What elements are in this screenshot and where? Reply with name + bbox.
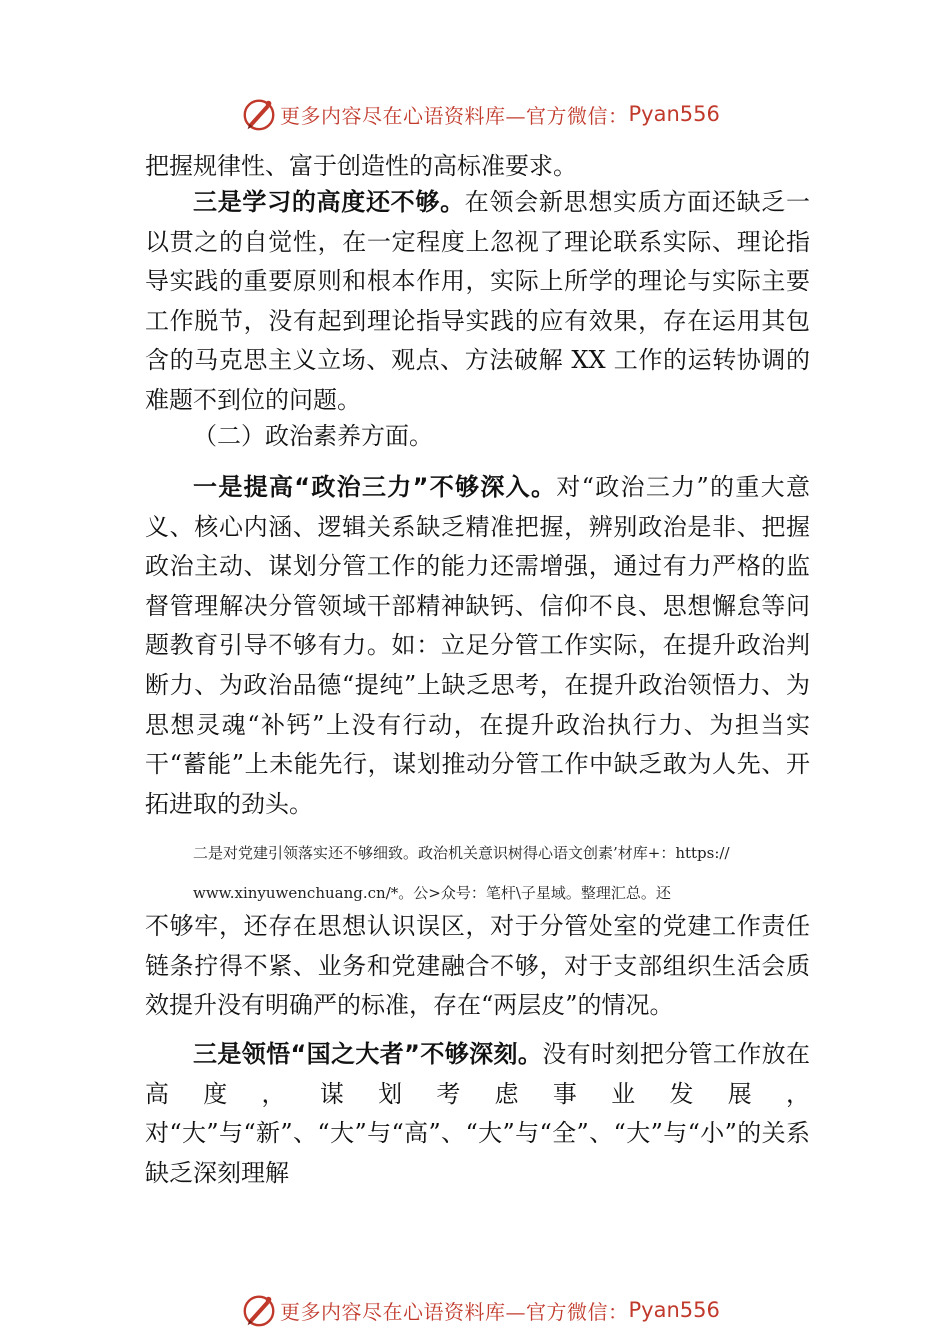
banner-wechat-id: Pyan556 <box>628 1298 720 1322</box>
header-banner <box>240 94 760 134</box>
small-text-line-1: 二是对党建引领落实还不够细致。政治机关意识树得心语文创素’材库+：https:// <box>193 844 730 862</box>
pen-logo-icon <box>240 1291 278 1329</box>
banner-text: 更多内容尽在心语资料库—官方微信： <box>280 103 629 128</box>
paragraph-1 <box>145 147 810 187</box>
banner-text: 更多内容尽在心语资料库—官方微信： <box>280 1299 629 1324</box>
paragraph-4-lead: 一是提高“政治三力”不够深入。 <box>193 473 557 501</box>
paragraph-6 <box>145 1035 810 1193</box>
paragraph-5 <box>145 907 810 1026</box>
section-heading <box>145 417 810 457</box>
paragraph-2-lead: 三是学习的高度还不够。 <box>193 188 465 216</box>
banner-wechat-id: Pyan556 <box>628 102 720 126</box>
paragraph-6-lead: 三是领悟“国之大者”不够深刻。 <box>193 1040 543 1068</box>
footer-banner <box>240 1290 760 1330</box>
paragraph-4-body: 对“政治三力”的重大意义、核心内涵、逻辑关系缺乏精准把握，辨别政治是非、把握政治主动、谋划分管工作的能力还需增强，通过有力严格的监督管理解决分管领域干部精神缺钙、信仰不良、思想懈怠等问题教育引导不够有力。如：立足分管工作实际，在提升政治判断力、为政治品德“提纯”上缺乏思考，在提升政治领悟力、为思想灵魂“补钙”上没有行动，在提升政治执行力、为担当实干“蓄能”上未能先行，谋划推动分管工作中缺乏敢为人先、开拓进取的劲头。 <box>145 473 810 818</box>
paragraph-1-text: 把握规律性、富于创造性的高标准要求。 <box>145 152 577 180</box>
small-text-line-2: www.xinyuwenchuang.cn/*。公>众号：笔杆\子星域。整理汇总。还 <box>193 884 671 902</box>
paragraph-2 <box>145 183 810 421</box>
paragraph-4 <box>145 468 810 824</box>
paragraph-2-body: 在领会新思想实质方面还缺乏一以贯之的自觉性，在一定程度上忽视了理论联系实际、理论指导实践的重要原则和根本作用，实际上所学的理论与实际主要工作脱节，没有起到理论指导实践的应有效果，存在运用其包含的马克思主义立场、观点、方法破解 XX 工作的运转协调的难题不到位的问题。 <box>145 188 811 414</box>
pen-logo-icon <box>240 95 278 133</box>
paragraph-6-body: 没有时刻把分管工作放在高度，谋划考虑事业发展，对“大”与“新”、“大”与“高”、“大”与“全”、“大”与“小”的关系缺乏深刻理解 <box>145 1040 810 1187</box>
section-heading-text: （二）政治素养方面。 <box>193 422 433 450</box>
paragraph-5-text: 不够牢，还存在思想认识误区，对于分管处室的党建工作责任链条拧得不紧、业务和党建融合不够，对于支部组织生活会质效提升没有明确严的标准，存在“两层皮”的情况。 <box>145 912 810 1020</box>
